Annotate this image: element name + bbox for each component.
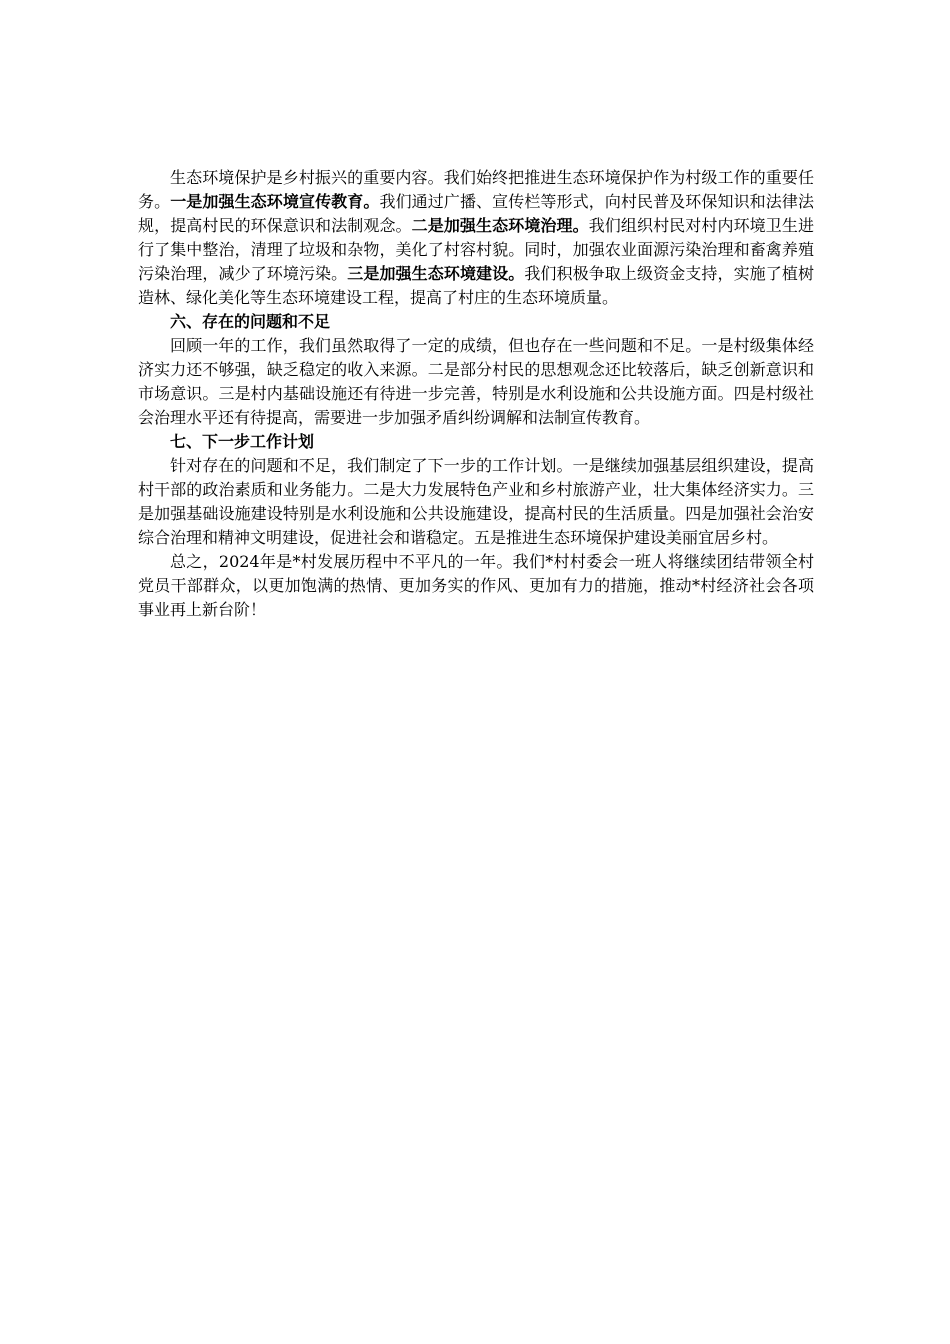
problems-paragraph: 回顾一年的工作，我们虽然取得了一定的成绩，但也存在一些问题和不足。一是村级集体经济实力还不够强，缺乏稳定的收入来源。二是部分村民的思想观念还比较落后，缺乏创新意识和市场意识。三是村内基础设施还有待进一步完善，特别是水利设施和公共设施方面。四是村级社会治理水平还有待提高，需要进一步加强矛盾纠纷调解和法制宣传教育。 [138, 336, 814, 427]
ecology-point-2: 二是加强生态环境治理。 [411, 216, 589, 235]
ecology-point-2-text: 我们组织村民对村内环境卫生进行了集中整治，清理了垃圾和杂物，美化了村容村貌。同时，加强农业面源污染治理和畜禽养殖污染治理，减少了环境污染。 [138, 216, 814, 283]
problems-heading: 六、存在的问题和不足 [170, 312, 331, 331]
next-steps-heading: 七、下一步工作计划 [170, 432, 315, 451]
next-steps-paragraph: 针对存在的问题和不足，我们制定了下一步的工作计划。一是继续加强基层组织建设，提高村干部的政治素质和业务能力。二是大力发展特色产业和乡村旅游产业，壮大集体经济实力。三是加强基础设施建设特别是水利设施和公共设施建设，提高村民的生活质量。四是加强社会治安综合治理和精神文明建设，促进社会和谐稳定。五是推进生态环境保护建设美丽宜居乡村。 [138, 456, 814, 547]
ecology-point-3-text: 我们积极争取上级资金支持，实施了植树造林、绿化美化等生态环境建设工程，提高了村庄的生态环境质量。 [138, 264, 814, 307]
ecology-intro-text: 生态环境保护是乡村振兴的重要内容。我们始终把推进生态环境保护作为村级工作的重要任务。 [138, 168, 814, 211]
ecology-paragraph [138, 166, 814, 310]
document-page [138, 166, 814, 622]
conclusion-paragraph: 总之，2024年是*村发展历程中不平凡的一年。我们*村村委会一班人将继续团结带领全村党员干部群众，以更加饱满的热情、更加务实的作风、更加有力的措施，推动*村经济社会各项事业再上新台阶！ [138, 552, 814, 619]
ecology-point-1: 一是加强生态环境宣传教育。 [170, 192, 380, 211]
ecology-point-3: 三是加强生态环境建设。 [347, 264, 525, 283]
ecology-point-1-text: 我们通过广播、宣传栏等形式，向村民普及环保知识和法律法规，提高村民的环保意识和法制观念。 [138, 192, 814, 235]
